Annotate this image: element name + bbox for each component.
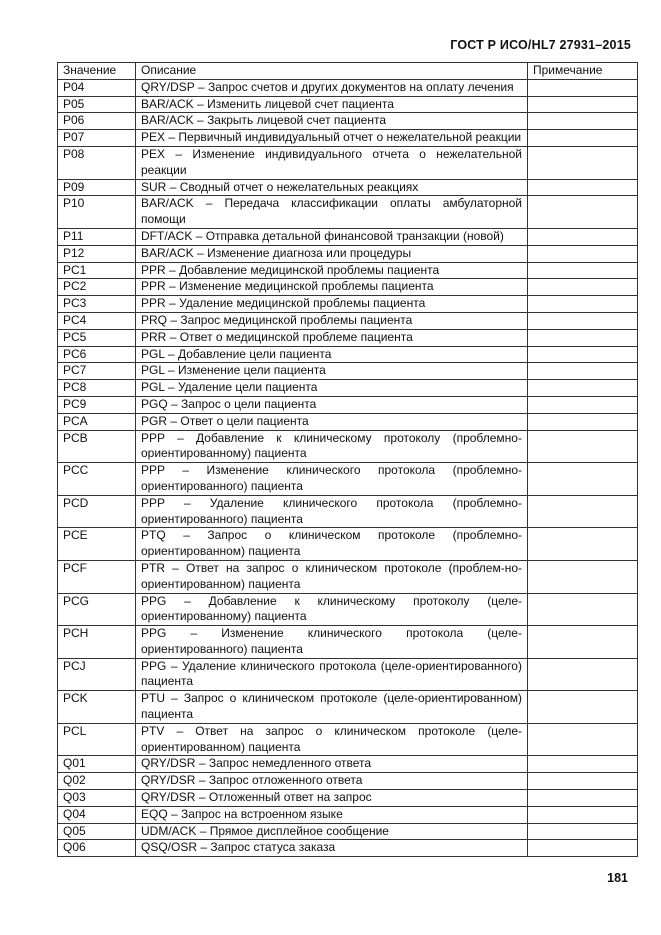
row-note — [528, 96, 638, 113]
event-description: Изменение диагноза или процедуры — [207, 245, 412, 260]
document-header: ГОСТ Р ИСО/HL7 27931–2015 — [450, 38, 631, 52]
table-row — [58, 312, 638, 329]
dash-separator: – — [198, 773, 206, 788]
row-code: Q06 — [58, 840, 136, 857]
dash-separator: – — [169, 296, 176, 311]
row-note — [528, 346, 638, 363]
row-description — [136, 773, 528, 790]
row-description — [136, 96, 528, 113]
table-header-row — [58, 63, 638, 80]
dash-separator: – — [167, 380, 175, 395]
row-code: P06 — [58, 113, 136, 130]
row-note — [528, 113, 638, 130]
event-description: Ответ на запрос о клиническом протоколе (целе-ориентированном) пациента — [141, 723, 522, 754]
dash-separator: – — [170, 413, 178, 428]
dash-separator: – — [200, 840, 208, 855]
row-code: Q05 — [58, 823, 136, 840]
message-type: PEX — [141, 130, 166, 145]
page-number: 181 — [607, 871, 628, 885]
event-description: Отложенный ответ на запрос — [208, 790, 372, 805]
dash-separator: – — [197, 96, 204, 111]
row-note — [528, 245, 638, 262]
table-row — [58, 329, 638, 346]
row-code: PC3 — [58, 296, 136, 313]
row-note — [528, 146, 638, 179]
row-description — [136, 312, 528, 329]
message-type: PPR — [141, 279, 166, 294]
event-description: Запрос медицинской проблемы пациента — [180, 312, 413, 327]
table-row — [58, 296, 638, 313]
row-description — [136, 430, 528, 463]
table-row — [58, 691, 638, 724]
row-description — [136, 806, 528, 823]
dash-separator: – — [198, 790, 206, 805]
row-code: P11 — [58, 228, 136, 245]
row-note — [528, 179, 638, 196]
row-description — [136, 228, 528, 245]
message-type: BAR/ACK — [141, 196, 194, 211]
message-type: DFT/ACK — [141, 228, 193, 243]
row-description — [136, 723, 528, 756]
row-code: P09 — [58, 179, 136, 196]
message-type: PTV — [141, 723, 165, 738]
message-type: PGL — [141, 363, 165, 378]
table-row — [58, 593, 638, 626]
row-note — [528, 430, 638, 463]
event-description: Запрос отложенного ответа — [208, 773, 363, 788]
column-header-note: Примечание — [528, 63, 638, 80]
row-code: PC5 — [58, 329, 136, 346]
table-row — [58, 96, 638, 113]
row-description — [136, 560, 528, 593]
table-row — [58, 463, 638, 496]
message-type: PTU — [141, 691, 165, 706]
dash-separator: – — [183, 528, 190, 543]
table-row — [58, 228, 638, 245]
event-description: Первичный индивидуальный отчет о нежелательной реакции — [178, 130, 522, 145]
event-description: Изменение индивидуального отчета о нежелательной реакции — [141, 146, 522, 177]
event-description: Ответ на запрос о клиническом протоколе (проблем-но-ориентированном) пациента — [141, 560, 522, 591]
row-description — [136, 790, 528, 807]
row-code: Q02 — [58, 773, 136, 790]
message-type: PPG — [141, 593, 167, 608]
row-code: Q01 — [58, 756, 136, 773]
row-code: PC6 — [58, 346, 136, 363]
row-description — [136, 363, 528, 380]
row-description — [136, 245, 528, 262]
row-code: PC4 — [58, 312, 136, 329]
message-type: EQQ — [141, 806, 168, 821]
message-type: BAR/ACK — [141, 96, 194, 111]
row-code: PCA — [58, 413, 136, 430]
row-note — [528, 773, 638, 790]
row-note — [528, 228, 638, 245]
message-type: PPR — [141, 262, 166, 277]
dash-separator: – — [197, 245, 204, 260]
event-description: Запрос о цели пациента — [181, 396, 317, 411]
row-code: Q03 — [58, 790, 136, 807]
dash-separator: – — [169, 262, 176, 277]
row-code: P08 — [58, 146, 136, 179]
event-description: Изменить лицевой счет пациента — [207, 96, 394, 111]
event-description: Удаление цели пациента — [177, 380, 318, 395]
dash-separator: – — [169, 279, 176, 294]
row-description — [136, 130, 528, 147]
row-code: PC7 — [58, 363, 136, 380]
table-row — [58, 430, 638, 463]
dash-separator: – — [170, 312, 178, 327]
table-row — [58, 146, 638, 179]
row-note — [528, 626, 638, 659]
dash-separator: – — [172, 560, 179, 575]
column-header-value: Значение — [58, 63, 136, 80]
table-row — [58, 723, 638, 756]
table-row — [58, 346, 638, 363]
row-code: PCK — [58, 691, 136, 724]
dash-separator: – — [197, 79, 205, 94]
table-row — [58, 245, 638, 262]
dash-separator: – — [177, 430, 184, 445]
row-code: PC9 — [58, 396, 136, 413]
message-type: PPP — [141, 463, 165, 478]
message-type: QRY/DSR — [141, 773, 196, 788]
row-note — [528, 593, 638, 626]
row-note — [528, 380, 638, 397]
dash-separator: – — [168, 130, 176, 145]
table-row — [58, 262, 638, 279]
table-row — [58, 756, 638, 773]
row-note — [528, 312, 638, 329]
event-description: Запрос счетов и других документов на оплату лечения — [207, 79, 514, 94]
row-note — [528, 560, 638, 593]
message-type: BAR/ACK — [141, 245, 194, 260]
table-row — [58, 380, 638, 397]
table-row — [58, 626, 638, 659]
row-description — [136, 262, 528, 279]
message-type: PPG — [141, 626, 167, 641]
message-type: PGQ — [141, 396, 168, 411]
event-description: Запрос статуса заказа — [210, 840, 336, 855]
row-description — [136, 593, 528, 626]
row-note — [528, 130, 638, 147]
message-type: PPP — [141, 495, 165, 510]
message-type: QRY/DSR — [141, 790, 196, 805]
row-code: PCJ — [58, 658, 136, 691]
row-description — [136, 823, 528, 840]
row-code: P04 — [58, 79, 136, 96]
dash-separator: – — [182, 463, 189, 478]
event-description: Добавление медицинской проблемы пациента — [179, 262, 440, 277]
row-note — [528, 363, 638, 380]
message-type: PEX — [141, 146, 166, 161]
dash-separator: – — [183, 495, 191, 510]
dash-separator: – — [171, 806, 178, 821]
message-type: PGL — [141, 346, 165, 361]
row-code: PCB — [58, 430, 136, 463]
message-type: BAR/ACK — [141, 113, 194, 128]
row-code: Q04 — [58, 806, 136, 823]
row-code: PCC — [58, 463, 136, 496]
table-row — [58, 658, 638, 691]
dash-separator: – — [170, 658, 178, 673]
row-description — [136, 396, 528, 413]
table-row — [58, 495, 638, 528]
row-code: PC2 — [58, 279, 136, 296]
table-row — [58, 528, 638, 561]
row-description — [136, 413, 528, 430]
dash-separator: – — [167, 363, 175, 378]
column-header-description: Описание — [136, 63, 528, 80]
row-description — [136, 79, 528, 96]
dash-separator: – — [169, 179, 177, 194]
dash-separator: – — [197, 113, 204, 128]
row-note — [528, 691, 638, 724]
table-row — [58, 279, 638, 296]
row-description — [136, 179, 528, 196]
event-description: Прямое дисплейное сообщение — [209, 823, 389, 838]
row-description — [136, 463, 528, 496]
message-type: QSQ/OSR — [141, 840, 198, 855]
row-note — [528, 413, 638, 430]
row-description — [136, 346, 528, 363]
message-type: PPG — [141, 658, 167, 673]
message-type: PRQ — [141, 312, 168, 327]
row-code: PCH — [58, 626, 136, 659]
table-row — [58, 363, 638, 380]
message-type: UDM/ACK — [141, 823, 197, 838]
row-note — [528, 823, 638, 840]
row-note — [528, 329, 638, 346]
event-description: Добавление к клиническому протоколу (проблемно-ориентированному) пациента — [141, 430, 522, 461]
row-code: P05 — [58, 96, 136, 113]
row-note — [528, 79, 638, 96]
row-code: PCL — [58, 723, 136, 756]
dash-separator: – — [171, 396, 178, 411]
row-description — [136, 756, 528, 773]
event-description: Изменение клинического протокола (проблемно-ориентированного) пациента — [141, 463, 522, 493]
event-description: Запрос на встроенном языке — [181, 806, 343, 821]
row-note — [528, 723, 638, 756]
message-type: PGR — [141, 413, 168, 428]
dash-separator: – — [169, 329, 177, 344]
row-description — [136, 113, 528, 130]
message-type: QRY/DSR — [141, 756, 196, 771]
event-description: Ответ о медицинской проблеме пациента — [179, 329, 413, 344]
row-note — [528, 495, 638, 528]
event-description: Добавление к клиническому протоколу (целе-ориентированному) пациента — [141, 593, 522, 624]
row-description — [136, 528, 528, 561]
message-type: PPR — [141, 296, 166, 311]
row-note — [528, 840, 638, 857]
row-note — [528, 396, 638, 413]
row-code: PCE — [58, 528, 136, 561]
dash-separator: – — [199, 823, 207, 838]
dash-separator: – — [195, 228, 203, 243]
row-note — [528, 790, 638, 807]
event-description: Ответ о цели пациента — [180, 413, 309, 428]
row-code: P12 — [58, 245, 136, 262]
table-row — [58, 413, 638, 430]
table-row — [58, 806, 638, 823]
event-description: Запрос о клиническом протоколе (целе-ориентированном) пациента — [141, 691, 522, 722]
message-type: PTQ — [141, 528, 166, 543]
message-type: QRY/DSP — [141, 79, 195, 94]
row-description — [136, 279, 528, 296]
event-description: Сводный отчет о нежелательных реакциях — [179, 179, 419, 194]
event-description: Запрос немедленного ответа — [208, 756, 372, 771]
row-note — [528, 296, 638, 313]
table-row — [58, 773, 638, 790]
dash-separator: – — [184, 593, 191, 608]
row-code: PC1 — [58, 262, 136, 279]
row-description — [136, 658, 528, 691]
row-note — [528, 658, 638, 691]
row-description — [136, 380, 528, 397]
table-row — [58, 840, 638, 857]
row-description — [136, 296, 528, 313]
row-note — [528, 463, 638, 496]
row-note — [528, 262, 638, 279]
table-row — [58, 130, 638, 147]
table-row — [58, 790, 638, 807]
event-description: Передача классификации оплаты амбулаторной помощи — [141, 196, 522, 227]
event-description: Закрыть лицевой счет пациента — [207, 113, 386, 128]
row-description — [136, 495, 528, 528]
message-codes-table — [57, 62, 638, 857]
row-code: PCD — [58, 495, 136, 528]
table-row — [58, 79, 638, 96]
row-note — [528, 279, 638, 296]
dash-separator: – — [205, 196, 213, 211]
row-description — [136, 196, 528, 229]
table-row — [58, 113, 638, 130]
row-note — [528, 196, 638, 229]
row-note — [528, 756, 638, 773]
dash-separator: – — [175, 146, 183, 161]
table-row — [58, 560, 638, 593]
dash-separator: – — [167, 346, 175, 361]
event-description: Запрос о клиническом протоколе (проблемно-ориентированном) пациента — [141, 528, 522, 559]
table-row — [58, 823, 638, 840]
row-description — [136, 329, 528, 346]
dash-separator: – — [176, 723, 184, 738]
table-row — [58, 179, 638, 196]
event-description: Удаление клинического протокола (проблемно-ориентированного) пациента — [141, 495, 522, 526]
row-description — [136, 840, 528, 857]
table-row — [58, 196, 638, 229]
event-description: Удаление клинического протокола (целе-ориентированного) пациента — [141, 658, 522, 689]
event-description: Изменение клинического протокола (целе-ориентированного) пациента — [141, 626, 522, 656]
message-type: PTR — [141, 560, 165, 575]
row-code: P10 — [58, 196, 136, 229]
row-description — [136, 626, 528, 659]
row-note — [528, 528, 638, 561]
row-note — [528, 806, 638, 823]
dash-separator: – — [198, 756, 206, 771]
table-row — [58, 396, 638, 413]
message-type: SUR — [141, 179, 167, 194]
message-type: PGL — [141, 380, 165, 395]
event-description: Отправка детальной финансовой транзакции (новой) — [205, 228, 504, 243]
event-description: Удаление медицинской проблемы пациента — [179, 296, 426, 311]
row-code: P07 — [58, 130, 136, 147]
row-code: PCF — [58, 560, 136, 593]
message-type: PPP — [141, 430, 165, 445]
row-description — [136, 146, 528, 179]
row-code: PC8 — [58, 380, 136, 397]
row-description — [136, 691, 528, 724]
event-description: Добавление цели пациента — [177, 346, 332, 361]
message-type: PRR — [141, 329, 167, 344]
dash-separator: – — [171, 691, 178, 706]
row-code: PCG — [58, 593, 136, 626]
dash-separator: – — [190, 626, 198, 641]
event-description: Изменение медицинской проблемы пациента — [179, 279, 434, 294]
event-description: Изменение цели пациента — [177, 363, 326, 378]
